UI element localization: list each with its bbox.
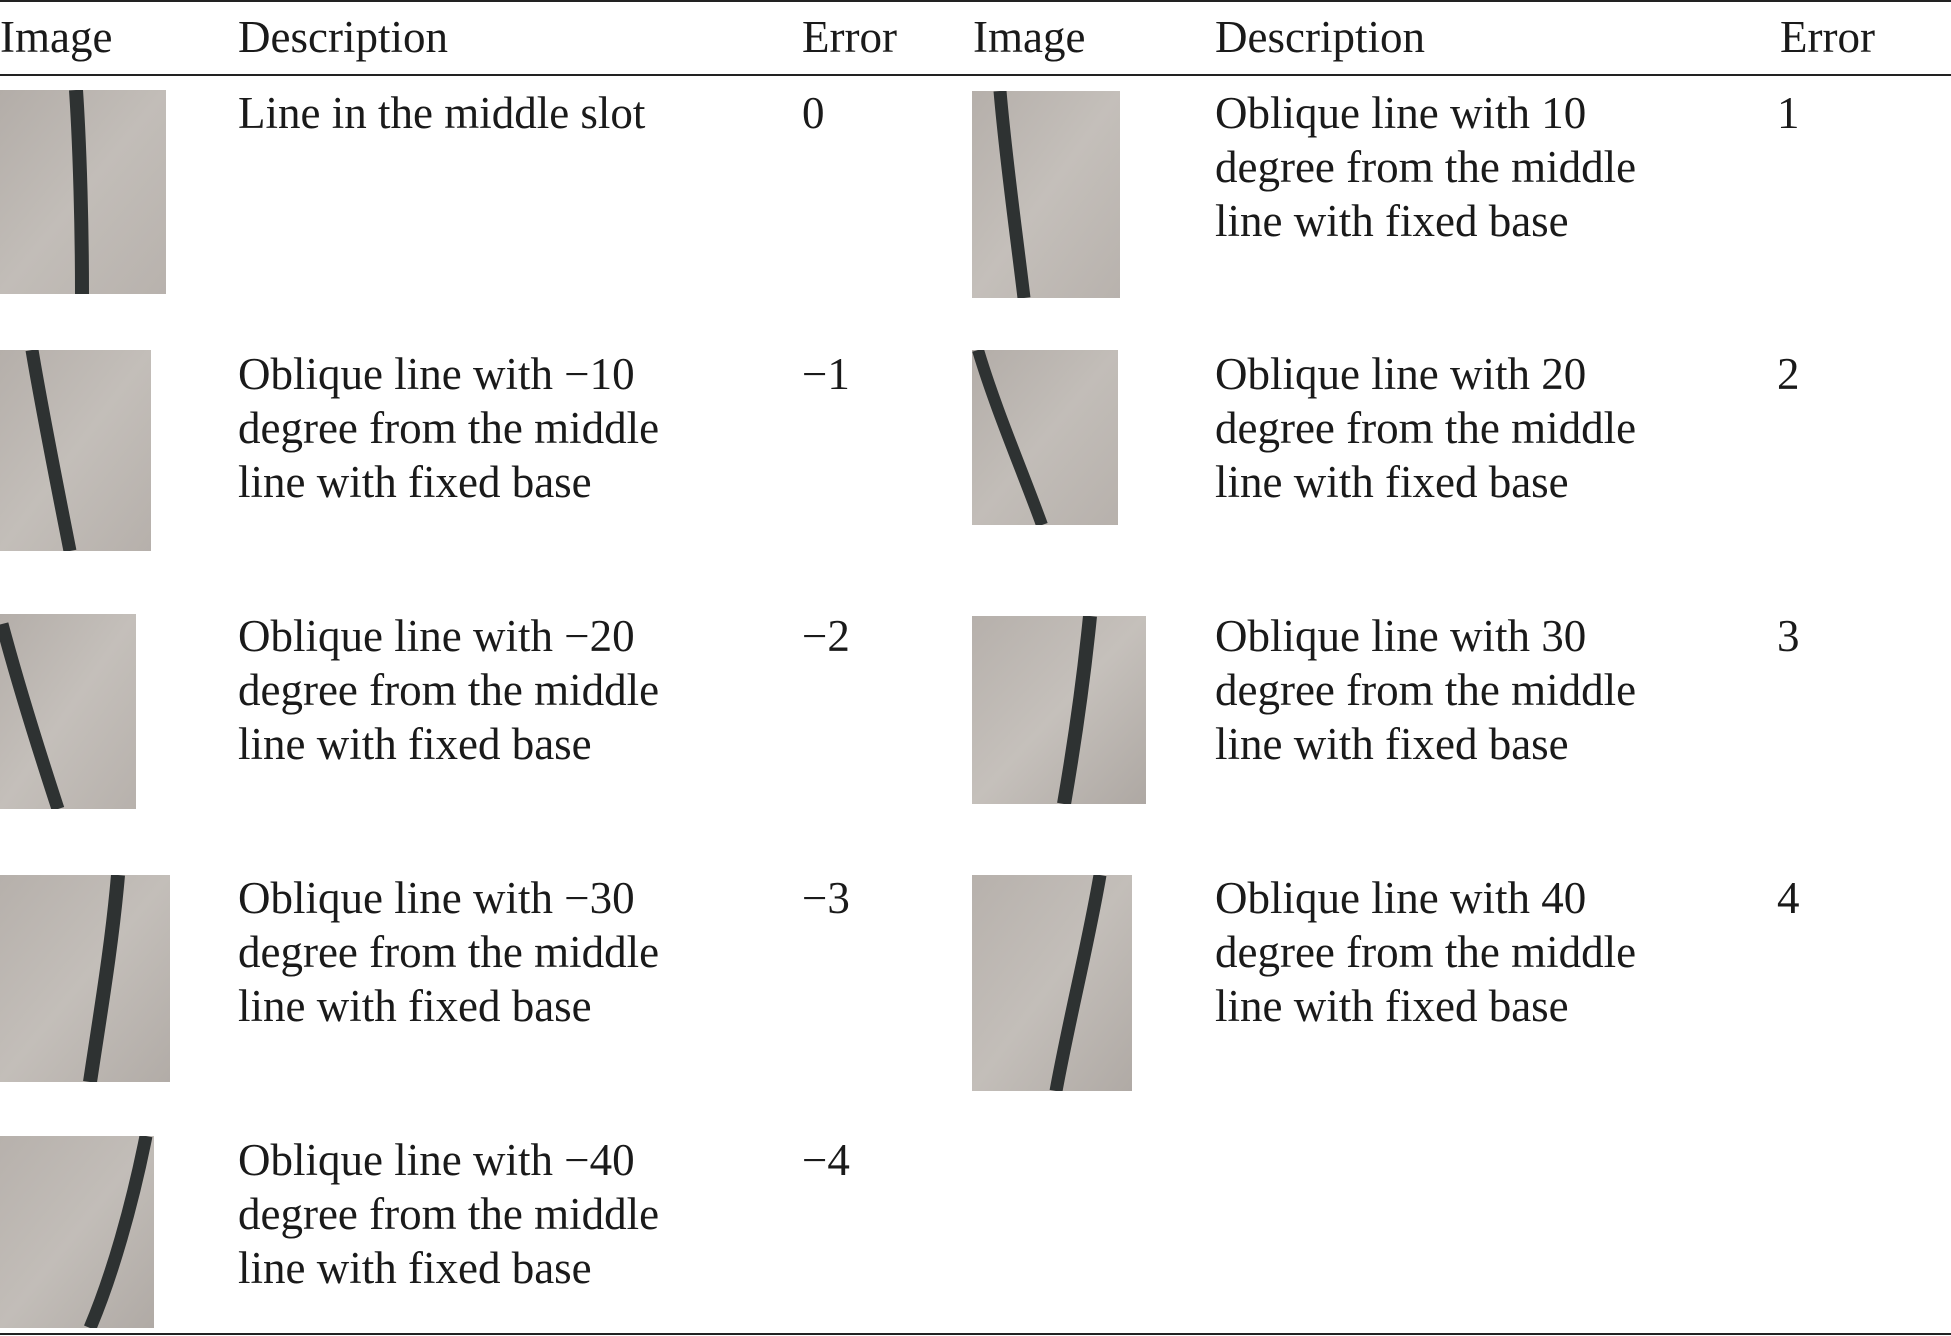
desc-right-1-line-3: line with fixed base	[1215, 196, 1569, 246]
photo-line-plus-40-icon	[972, 875, 1132, 1091]
desc-right-3-line-3: line with fixed base	[1215, 719, 1569, 769]
desc-right-2-line-3: line with fixed base	[1215, 457, 1569, 507]
error-right-1: 1	[1777, 88, 1800, 138]
header-description-left: Description	[238, 12, 448, 62]
desc-right-1-line-1: Oblique line with 10	[1215, 88, 1587, 138]
desc-right-4-line-1: Oblique line with 40	[1215, 873, 1587, 923]
desc-left-2-line-2: degree from the middle	[238, 403, 660, 453]
desc-right-1-line-2: degree from the middle	[1215, 142, 1637, 192]
photo-line-plus-30-icon	[972, 616, 1146, 804]
desc-left-2-line-1: Oblique line with −10	[238, 349, 635, 399]
desc-left-4-line-2: degree from the middle	[238, 927, 660, 977]
desc-left-3-line-2: degree from the middle	[238, 665, 660, 715]
photo-line-vertical-icon	[0, 90, 166, 294]
photo-line-minus-30-icon	[0, 875, 170, 1082]
header-error-right: Error	[1780, 12, 1875, 62]
desc-right-4-line-2: degree from the middle	[1215, 927, 1637, 977]
table-header-rule	[0, 74, 1951, 76]
desc-right-3-line-1: Oblique line with 30	[1215, 611, 1587, 661]
error-left-2: −1	[802, 349, 850, 399]
table-bottom-rule	[0, 1333, 1951, 1335]
photo-line-plus-20-icon	[972, 350, 1118, 525]
error-left-4: −3	[802, 873, 850, 923]
desc-right-2-line-2: degree from the middle	[1215, 403, 1637, 453]
error-left-1: 0	[802, 88, 825, 138]
desc-left-2-line-3: line with fixed base	[238, 457, 592, 507]
error-right-2: 2	[1777, 349, 1800, 399]
error-right-3: 3	[1777, 611, 1800, 661]
header-image-left: Image	[0, 12, 113, 62]
desc-left-5-line-2: degree from the middle	[238, 1189, 660, 1239]
desc-left-5-line-3: line with fixed base	[238, 1243, 592, 1293]
desc-right-3-line-2: degree from the middle	[1215, 665, 1637, 715]
header-description-right: Description	[1215, 12, 1425, 62]
header-error-left: Error	[802, 12, 897, 62]
desc-right-4-line-3: line with fixed base	[1215, 981, 1569, 1031]
photo-line-minus-20-icon	[0, 614, 136, 809]
desc-right-2-line-1: Oblique line with 20	[1215, 349, 1587, 399]
desc-left-4-line-1: Oblique line with −30	[238, 873, 635, 923]
error-left-5: −4	[802, 1135, 850, 1185]
table-top-rule	[0, 0, 1951, 2]
photo-line-minus-40-icon	[0, 1136, 154, 1328]
desc-left-5-line-1: Oblique line with −40	[238, 1135, 635, 1185]
desc-left-1-line-1: Line in the middle slot	[238, 88, 646, 138]
error-right-4: 4	[1777, 873, 1800, 923]
photo-line-plus-10-icon	[972, 91, 1120, 298]
photo-line-minus-10-icon	[0, 350, 151, 551]
desc-left-4-line-3: line with fixed base	[238, 981, 592, 1031]
header-image-right: Image	[973, 12, 1086, 62]
desc-left-3-line-1: Oblique line with −20	[238, 611, 635, 661]
error-left-3: −2	[802, 611, 850, 661]
desc-left-3-line-3: line with fixed base	[238, 719, 592, 769]
